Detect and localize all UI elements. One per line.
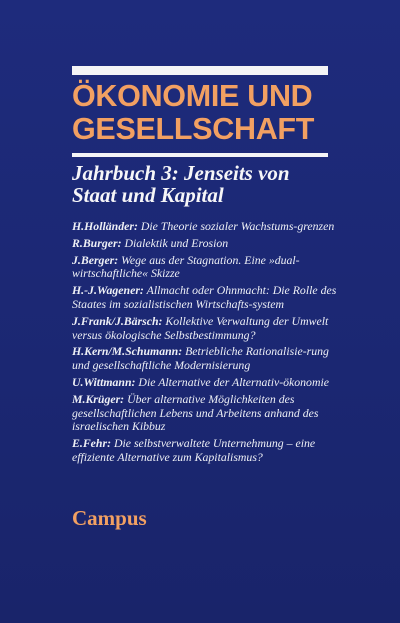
volume-title-line-1: Jahrbuch 3: Jenseits von	[72, 161, 290, 185]
publisher-logo: Campus	[72, 506, 147, 530]
series-title-line-2: GESELLSCHAFT	[72, 112, 315, 146]
contents-entry	[72, 393, 337, 434]
entry-author: H.-J.Wagener:	[72, 283, 144, 298]
series-title-line-1: ÖKONOMIE UND	[72, 79, 313, 113]
table-of-contents	[72, 220, 337, 468]
entry-author: H.Holländer:	[72, 219, 138, 233]
entry-title: Dialektik und Erosion	[121, 235, 229, 250]
contents-entry	[72, 437, 337, 465]
entry-author: J.Frank/J.Bärsch:	[72, 313, 163, 328]
entry-author: E.Fehr:	[72, 436, 112, 451]
entry-title: Die selbstverwaltete Unternehmung – eine effiziente Alternative zum Kapitalismus?	[72, 436, 316, 464]
contents-entry	[72, 237, 337, 251]
entry-title: Über alternative Möglichkeiten des gesellschaftlichen Lebens und Arbeitens anhand des israelischen Kibbuz	[72, 391, 319, 434]
top-divider-rule	[72, 66, 328, 75]
entry-author: J.Berger:	[72, 252, 119, 267]
entry-title: Betriebliche Rationalisie-rung und gesellschaftliche Modernisierung	[72, 344, 329, 373]
contents-entry	[72, 376, 337, 390]
series-title	[72, 80, 372, 146]
entry-title: Kollektive Verwaltung der Umwelt versus ökologische Selbstbestimmung?	[72, 313, 329, 342]
entry-author: H.Kern/M.Schumann:	[72, 344, 183, 359]
volume-title-line-2: Staat und Kapital	[72, 183, 224, 207]
contents-entry	[72, 220, 337, 234]
entry-title: Allmacht oder Ohnmacht: Die Rolle des Staates im sozialistischen Wirtschafts-system	[72, 283, 337, 311]
entry-title: Die Alternative der Alternativ-ökonomie	[135, 374, 329, 389]
contents-entry	[72, 254, 337, 282]
entry-author: M.Krüger:	[72, 391, 125, 406]
middle-divider-rule	[72, 153, 328, 157]
entry-title: Die Theorie sozialer Wachstums-grenzen	[137, 219, 335, 233]
volume-title	[72, 162, 372, 206]
entry-author: U.Wittmann:	[72, 374, 136, 389]
entry-title: Wege aus der Stagnation. Eine »dual-wirtschaftliche« Skizze	[72, 252, 300, 281]
contents-entry	[72, 284, 337, 312]
contents-entry	[72, 315, 337, 343]
entry-author: R.Burger:	[72, 235, 122, 250]
contents-entry	[72, 345, 337, 373]
